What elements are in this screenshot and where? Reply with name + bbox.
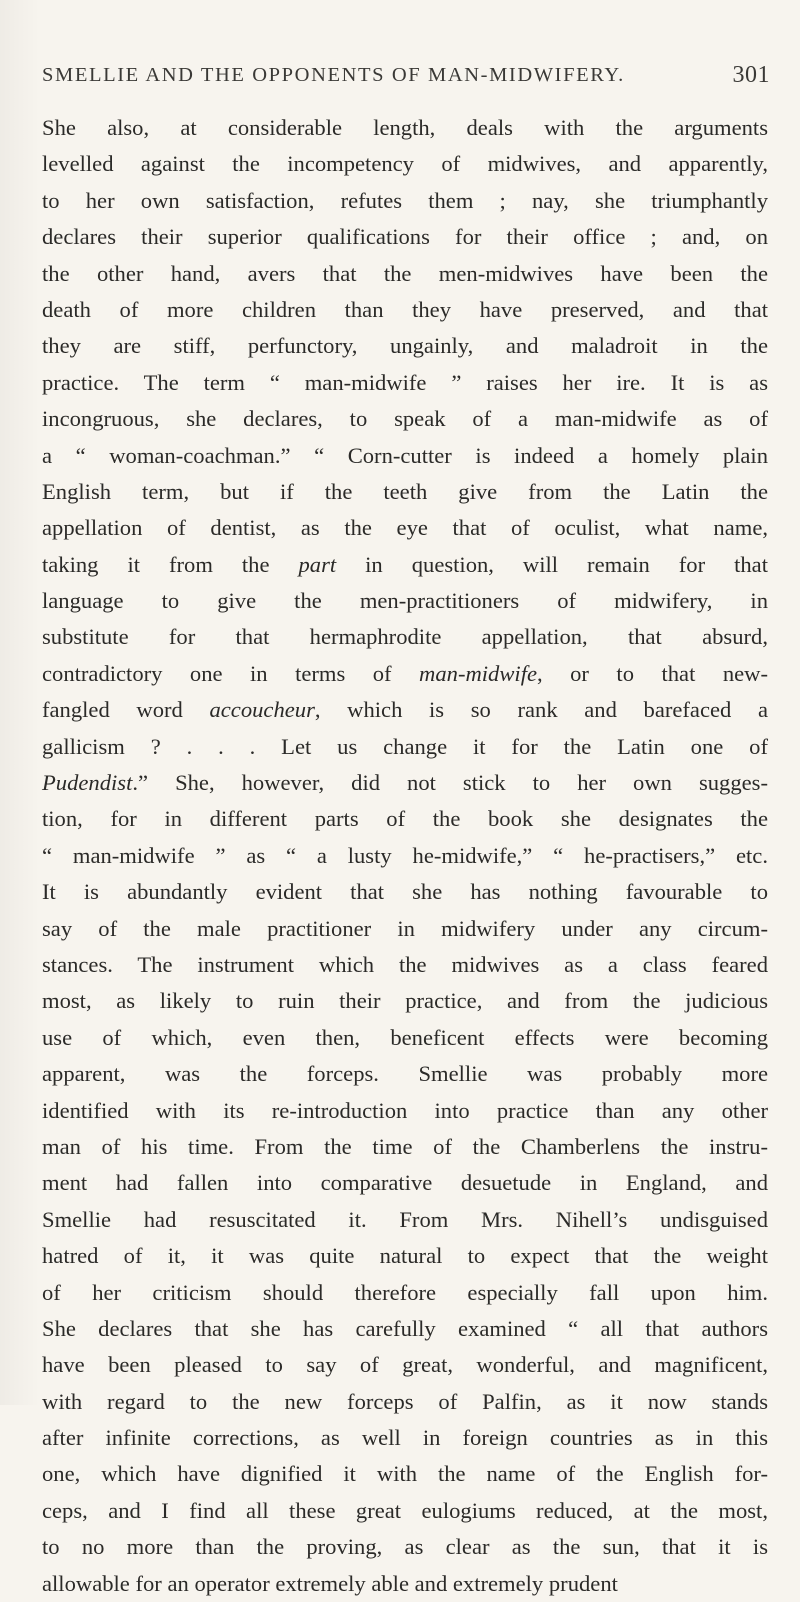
text-line: to no more than the proving, as clear as the sun, that it is [42, 1534, 768, 1560]
text-line: to her own satisfaction, refutes them ; nay, she triumphantly [42, 187, 768, 213]
text-line: a “ woman-coachman.” “ Corn-cutter is indeed a homely plain [42, 442, 768, 468]
text-line: declares their superior qualifications for their office ; and, on [42, 224, 768, 250]
text-line: taking it from the part in question, will remain for that [42, 551, 768, 577]
text-line: with regard to the new forceps of Palfin, as it now stands [42, 1388, 768, 1414]
text-line: hatred of it, it was quite natural to expect that the weight [42, 1243, 768, 1269]
text-line: stances. The instrument which the midwives as a class feared [42, 951, 768, 977]
text-line: of her criticism should therefore especially fall upon him. [42, 1279, 768, 1305]
text-line: death of more children than they have preserved, and that [42, 296, 768, 322]
text-line: fangled word accoucheur, which is so rank and barefaced a [42, 697, 768, 723]
text-line: allowable for an operator extremely able and extremely prudent [42, 1570, 618, 1596]
text-line: levelled against the incompetency of midwives, and apparently, [42, 151, 768, 177]
text-line: “ man-midwife ” as “ a lusty he-midwife,” “ he-practisers,” etc. [42, 842, 768, 868]
text-line: man of his time. From the time of the Chamberlens the instru- [42, 1133, 768, 1159]
text-line: She declares that she has carefully examined “ all that authors [42, 1315, 768, 1341]
text-line: apparent, was the forceps. Smellie was probably more [42, 1061, 768, 1087]
text-line: gallicism ? . . . Let us change it for the Latin one of [42, 733, 768, 759]
text-line: practice. The term “ man-midwife ” raises her ire. It is as [42, 369, 768, 395]
text-line: one, which have dignified it with the name of the English for- [42, 1461, 768, 1487]
text-line: use of which, even then, beneficent effects were becoming [42, 1024, 768, 1050]
text-line: identified with its re-introduction into practice than any other [42, 1097, 768, 1123]
text-line: She also, at considerable length, deals with the arguments [42, 115, 768, 140]
text-line: substitute for that hermaphrodite appellation, that absurd, [42, 624, 768, 650]
text-line: It is abundantly evident that she has nothing favourable to [42, 879, 768, 905]
text-line: have been pleased to say of great, wonderful, and magnificent, [42, 1352, 768, 1378]
text-line: language to give the men-practitioners of midwifery, in [42, 588, 768, 614]
text-line: English term, but if the teeth give from the Latin the [42, 478, 768, 504]
body-text [42, 110, 768, 1602]
text-line: most, as likely to ruin their practice, and from the judicious [42, 988, 768, 1014]
text-line: ment had fallen into comparative desuetude in England, and [42, 1170, 768, 1196]
text-line: ceps, and I find all these great eulogiums reduced, at the most, [42, 1497, 768, 1523]
running-title: SMELLIE AND THE OPPONENTS OF MAN-MIDWIFERY. [42, 64, 625, 86]
text-line: after infinite corrections, as well in foreign countries as in this [42, 1425, 768, 1451]
text-line: contradictory one in terms of man-midwife, or to that new- [42, 660, 768, 686]
text-line: appellation of dentist, as the eye that of oculist, what name, [42, 515, 768, 541]
text-line: Pudendist.” She, however, did not stick to her own sugges- [42, 770, 768, 796]
text-line: they are stiff, perfunctory, ungainly, and maladroit in the [42, 333, 768, 359]
text-line: Smellie had resuscitated it. From Mrs. Nihell’s undisguised [42, 1206, 768, 1232]
text-line: incongruous, she declares, to speak of a man-midwife as of [42, 406, 768, 432]
text-line: say of the male practitioner in midwifery under any circum- [42, 915, 768, 941]
text-line: the other hand, avers that the men-midwives have been the [42, 260, 768, 286]
text-line: tion, for in different parts of the book she designates the [42, 806, 768, 832]
page-number: 301 [732, 62, 770, 88]
running-head [42, 64, 770, 94]
